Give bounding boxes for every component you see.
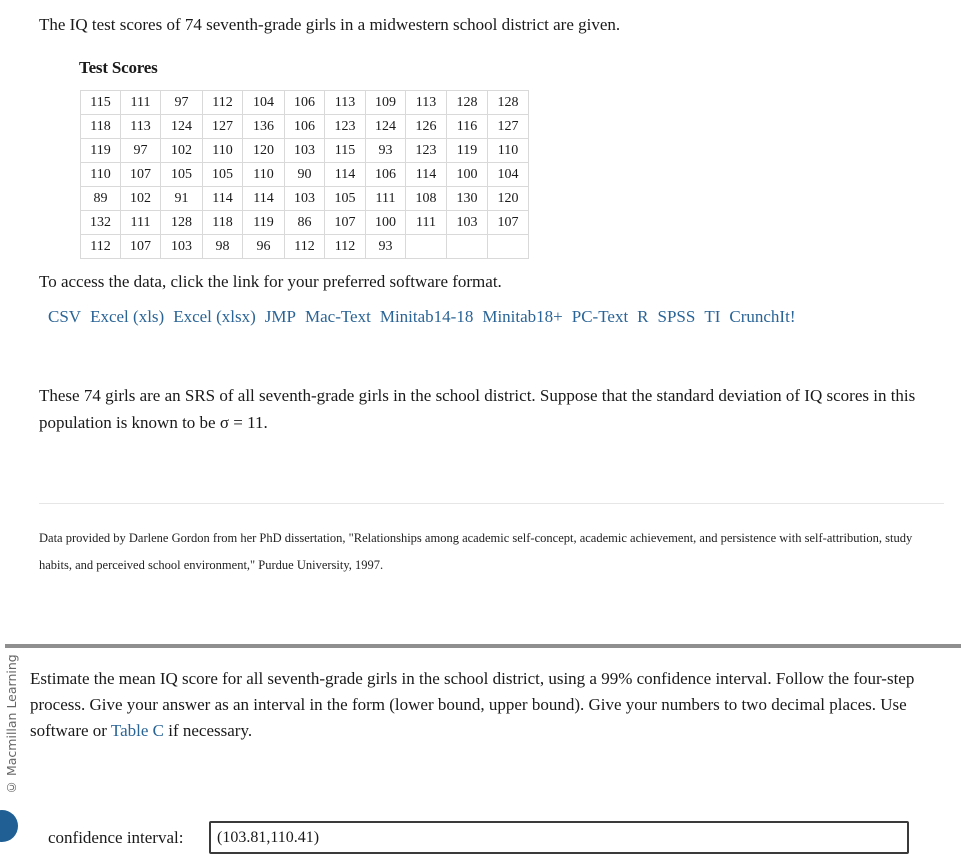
score-cell: 100 <box>366 211 406 235</box>
score-cell: 110 <box>488 139 529 163</box>
score-cell <box>406 235 447 259</box>
score-cell: 102 <box>121 187 161 211</box>
score-cell: 120 <box>243 139 285 163</box>
score-cell: 113 <box>325 91 366 115</box>
access-instructions: To access the data, click the link for your preferred software format. <box>39 272 502 291</box>
table-row <box>81 139 529 163</box>
score-cell: 97 <box>121 139 161 163</box>
score-cell: 127 <box>488 115 529 139</box>
score-cell: 120 <box>488 187 529 211</box>
score-cell: 124 <box>161 115 203 139</box>
score-cell: 111 <box>121 91 161 115</box>
score-cell: 119 <box>81 139 121 163</box>
score-cell: 126 <box>406 115 447 139</box>
score-cell: 102 <box>161 139 203 163</box>
score-cell: 132 <box>81 211 121 235</box>
score-cell: 119 <box>447 139 488 163</box>
score-cell: 114 <box>203 187 243 211</box>
score-cell: 111 <box>121 211 161 235</box>
format-link-mac-text[interactable]: Mac-Text <box>304 307 371 326</box>
format-link-ti[interactable]: TI <box>704 307 721 326</box>
score-cell: 115 <box>325 139 366 163</box>
score-cell: 100 <box>447 163 488 187</box>
question-text <box>30 666 945 744</box>
score-cell: 90 <box>285 163 325 187</box>
table-row <box>81 115 529 139</box>
score-cell: 107 <box>121 163 161 187</box>
question-text-before: Estimate the mean IQ score for all seventh-grade girls in the school district, using a 99% confidence interval. Follow the four-step process. Give your answer as an interval in the form (lower bound, upper bound). Give your numbers to two decimal places. Use software or <box>30 669 915 740</box>
score-cell: 119 <box>243 211 285 235</box>
score-cell: 114 <box>406 163 447 187</box>
table-row <box>81 187 529 211</box>
score-cell: 110 <box>81 163 121 187</box>
score-cell: 107 <box>121 235 161 259</box>
scores-table <box>80 90 529 259</box>
table-title: Test Scores <box>79 58 158 77</box>
score-cell: 113 <box>121 115 161 139</box>
score-cell: 116 <box>447 115 488 139</box>
score-cell: 93 <box>366 139 406 163</box>
score-cell: 115 <box>81 91 121 115</box>
table-row <box>81 211 529 235</box>
table-row <box>81 91 529 115</box>
divider <box>39 503 944 504</box>
score-cell: 103 <box>285 187 325 211</box>
score-cell: 109 <box>366 91 406 115</box>
score-cell: 103 <box>285 139 325 163</box>
srs-paragraph: These 74 girls are an SRS of all seventh-grade girls in the school district. Suppose that the standard deviation of IQ scores in this population is known to be σ = 11. <box>39 386 916 432</box>
score-cell: 123 <box>406 139 447 163</box>
score-cell: 124 <box>366 115 406 139</box>
score-cell: 105 <box>203 163 243 187</box>
score-cell: 114 <box>243 187 285 211</box>
score-cell: 86 <box>285 211 325 235</box>
score-cell: 104 <box>488 163 529 187</box>
format-link-excel-xls[interactable]: Excel (xls) <box>90 307 165 326</box>
score-cell: 103 <box>447 211 488 235</box>
score-cell: 136 <box>243 115 285 139</box>
question-text-after: if necessary. <box>164 721 253 740</box>
format-link-minitab18[interactable]: Minitab18+ <box>482 307 563 326</box>
score-cell: 105 <box>161 163 203 187</box>
score-cell: 107 <box>488 211 529 235</box>
score-cell: 112 <box>285 235 325 259</box>
score-cell: 118 <box>203 211 243 235</box>
confidence-interval-label: confidence interval: <box>48 828 184 847</box>
score-cell: 105 <box>325 187 366 211</box>
score-cell: 98 <box>203 235 243 259</box>
score-cell: 130 <box>447 187 488 211</box>
format-link-minitab14-18[interactable]: Minitab14-18 <box>379 307 474 326</box>
score-cell: 93 <box>366 235 406 259</box>
score-cell: 110 <box>243 163 285 187</box>
format-link-r[interactable]: R <box>637 307 649 326</box>
score-cell: 112 <box>325 235 366 259</box>
format-link-excel-xlsx[interactable]: Excel (xlsx) <box>173 307 256 326</box>
score-cell: 114 <box>325 163 366 187</box>
score-cell: 107 <box>325 211 366 235</box>
score-cell: 128 <box>488 91 529 115</box>
format-link-jmp[interactable]: JMP <box>264 307 296 326</box>
score-cell: 128 <box>161 211 203 235</box>
intro-text: The IQ test scores of 74 seventh-grade girls in a midwestern school district are given. <box>39 15 621 34</box>
score-cell: 112 <box>203 91 243 115</box>
score-cell: 106 <box>285 91 325 115</box>
table-row <box>81 235 529 259</box>
score-cell: 104 <box>243 91 285 115</box>
format-link-pc-text[interactable]: PC-Text <box>571 307 629 326</box>
score-cell: 128 <box>447 91 488 115</box>
score-cell: 118 <box>81 115 121 139</box>
format-link-spss[interactable]: SPSS <box>657 307 696 326</box>
score-cell: 111 <box>366 187 406 211</box>
help-badge-icon[interactable] <box>0 810 18 842</box>
score-cell <box>488 235 529 259</box>
score-cell: 89 <box>81 187 121 211</box>
score-cell: 97 <box>161 91 203 115</box>
score-cell: 110 <box>203 139 243 163</box>
score-cell: 103 <box>161 235 203 259</box>
copyright-label: © Macmillan Learning <box>4 654 19 795</box>
score-cell: 111 <box>406 211 447 235</box>
section-divider <box>5 644 961 648</box>
format-link-crunchit[interactable]: CrunchIt! <box>729 307 796 326</box>
score-cell: 91 <box>161 187 203 211</box>
confidence-interval-input[interactable] <box>209 821 909 854</box>
score-cell: 127 <box>203 115 243 139</box>
format-links <box>48 306 804 328</box>
data-credit: Data provided by Darlene Gordon from her PhD dissertation, "Relationships among academic self-concept, academic achievement, and persistence with self-attribution, study habits, and perceived school environment," Purdue University, 1997. <box>39 531 913 572</box>
score-cell: 106 <box>366 163 406 187</box>
score-cell: 112 <box>81 235 121 259</box>
table-row <box>81 163 529 187</box>
score-cell: 123 <box>325 115 366 139</box>
score-cell <box>447 235 488 259</box>
score-cell: 96 <box>243 235 285 259</box>
score-cell: 106 <box>285 115 325 139</box>
table-c-link[interactable]: Table C <box>110 721 164 740</box>
score-cell: 113 <box>406 91 447 115</box>
score-cell: 108 <box>406 187 447 211</box>
format-link-csv[interactable]: CSV <box>48 307 82 326</box>
